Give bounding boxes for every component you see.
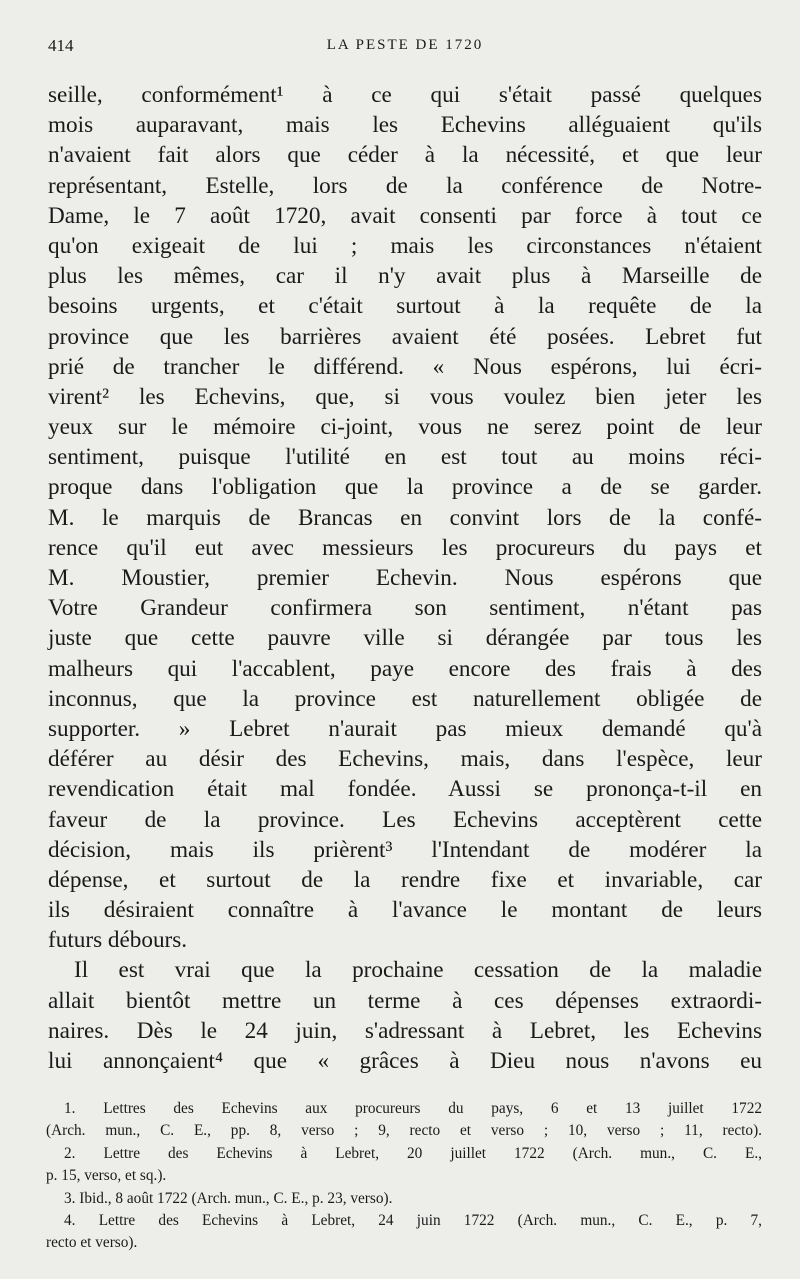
text-line: déférer au désir des Echevins, mais, dans l'espèce, leur <box>48 746 762 773</box>
text-line: représentant, Estelle, lors de la conférence de Notre- <box>48 172 762 199</box>
text-line: décision, mais ils prièrent³ l'Intendant de modérer la <box>48 836 762 863</box>
footnote-line: 3. Ibid., 8 août 1722 (Arch. mun., C. E., p. 23, verso). <box>64 1189 393 1207</box>
text-line: prié de trancher le différend. « Nous espérons, lui écri- <box>48 353 762 380</box>
text-line: supporter. » Lebret n'aurait pas mieux demandé qu'à <box>48 715 762 742</box>
text-line: sentiment, puisque l'utilité en est tout au moins réci- <box>48 444 762 471</box>
text-line: revendication était mal fondée. Aussi se prononça-t-il en <box>48 776 762 803</box>
text-line: ils désiraient connaître à l'avance le montant de leurs <box>48 897 762 924</box>
footnote-line: recto et verso). <box>46 1234 138 1252</box>
text-line: M. Moustier, premier Echevin. Nous espérons que <box>48 565 762 591</box>
text-line: futurs débours. <box>48 927 188 954</box>
footnote-line: 1. Lettres des Echevins aux procureurs du pays, 6 et 13 juillet 1722 <box>64 1100 762 1117</box>
text-line: faveur de la province. Les Echevins acceptèrent cette <box>48 806 762 833</box>
text-line: Votre Grandeur confirmera son sentiment, n'étant pas <box>48 595 762 622</box>
footnote-line: 4. Lettre des Echevins à Lebret, 24 juin 1722 (Arch. mun., C. E., p. 7, <box>64 1211 762 1229</box>
text-line: Dame, le 7 août 1720, avait consenti par force à tout ce <box>48 202 762 229</box>
text-line: province que les barrières avaient été posées. Lebret fut <box>48 323 762 350</box>
footnote-line: p. 15, verso, et sq.). <box>46 1167 167 1185</box>
text-line: juste que cette pauvre ville si dérangée par tous les <box>48 625 762 652</box>
footnote-line: 2. Lettre des Echevins à Lebret, 20 juillet 1722 (Arch. mun., C. E., <box>64 1144 762 1162</box>
text-line: seille, conformément¹ à ce qui s'était passé quelques <box>48 82 762 108</box>
text-line: besoins urgents, et c'était surtout à la requête de la <box>48 293 762 320</box>
text-line: n'avaient fait alors que céder à la nécessité, et que leur <box>48 142 762 169</box>
text-line: lui annonçaient⁴ que « grâces à Dieu nous n'avons eu <box>48 1048 762 1074</box>
text-line: allait bientôt mettre un terme à ces dépenses extraordi- <box>48 987 762 1014</box>
text-line: virent² les Echevins, que, si vous voulez bien jeter les <box>48 383 762 410</box>
text-line: malheurs qui l'accablent, paye encore des frais à des <box>48 655 762 682</box>
body-text <box>48 80 762 1076</box>
text-line: rence qu'il eut avec messieurs les procureurs du pays et <box>48 534 762 561</box>
text-line: proque dans l'obligation que la province a de se garder. <box>48 474 762 501</box>
running-title: LA PESTE DE 1720 <box>326 37 484 53</box>
footnote-line: (Arch. mun., C. E., pp. 8, verso ; 9, recto et verso ; 10, verso ; 11, recto). <box>46 1122 762 1140</box>
text-line: qu'on exigeait de lui ; mais les circonstances n'étaient <box>48 232 762 259</box>
text-line: mois auparavant, mais les Echevins alléguaient qu'ils <box>48 112 762 139</box>
text-line: yeux sur le mémoire ci-joint, vous ne serez point de leur <box>48 414 762 441</box>
text-line: dépense, et surtout de la rendre fixe et invariable, car <box>48 866 762 893</box>
text-line: plus les mêmes, car il n'y avait plus à Marseille de <box>48 263 762 290</box>
footnotes <box>46 1098 762 1255</box>
page-number: 414 <box>48 36 74 55</box>
text-line: M. le marquis de Brancas en convint lors de la confé- <box>48 504 762 531</box>
text-line: naires. Dès le 24 juin, s'adressant à Lebret, les Echevins <box>48 1017 762 1044</box>
text-line: inconnus, que la province est naturellement obligée de <box>48 685 762 712</box>
text-line: Il est vrai que la prochaine cessation de la maladie <box>74 957 762 984</box>
page-header <box>48 36 762 60</box>
